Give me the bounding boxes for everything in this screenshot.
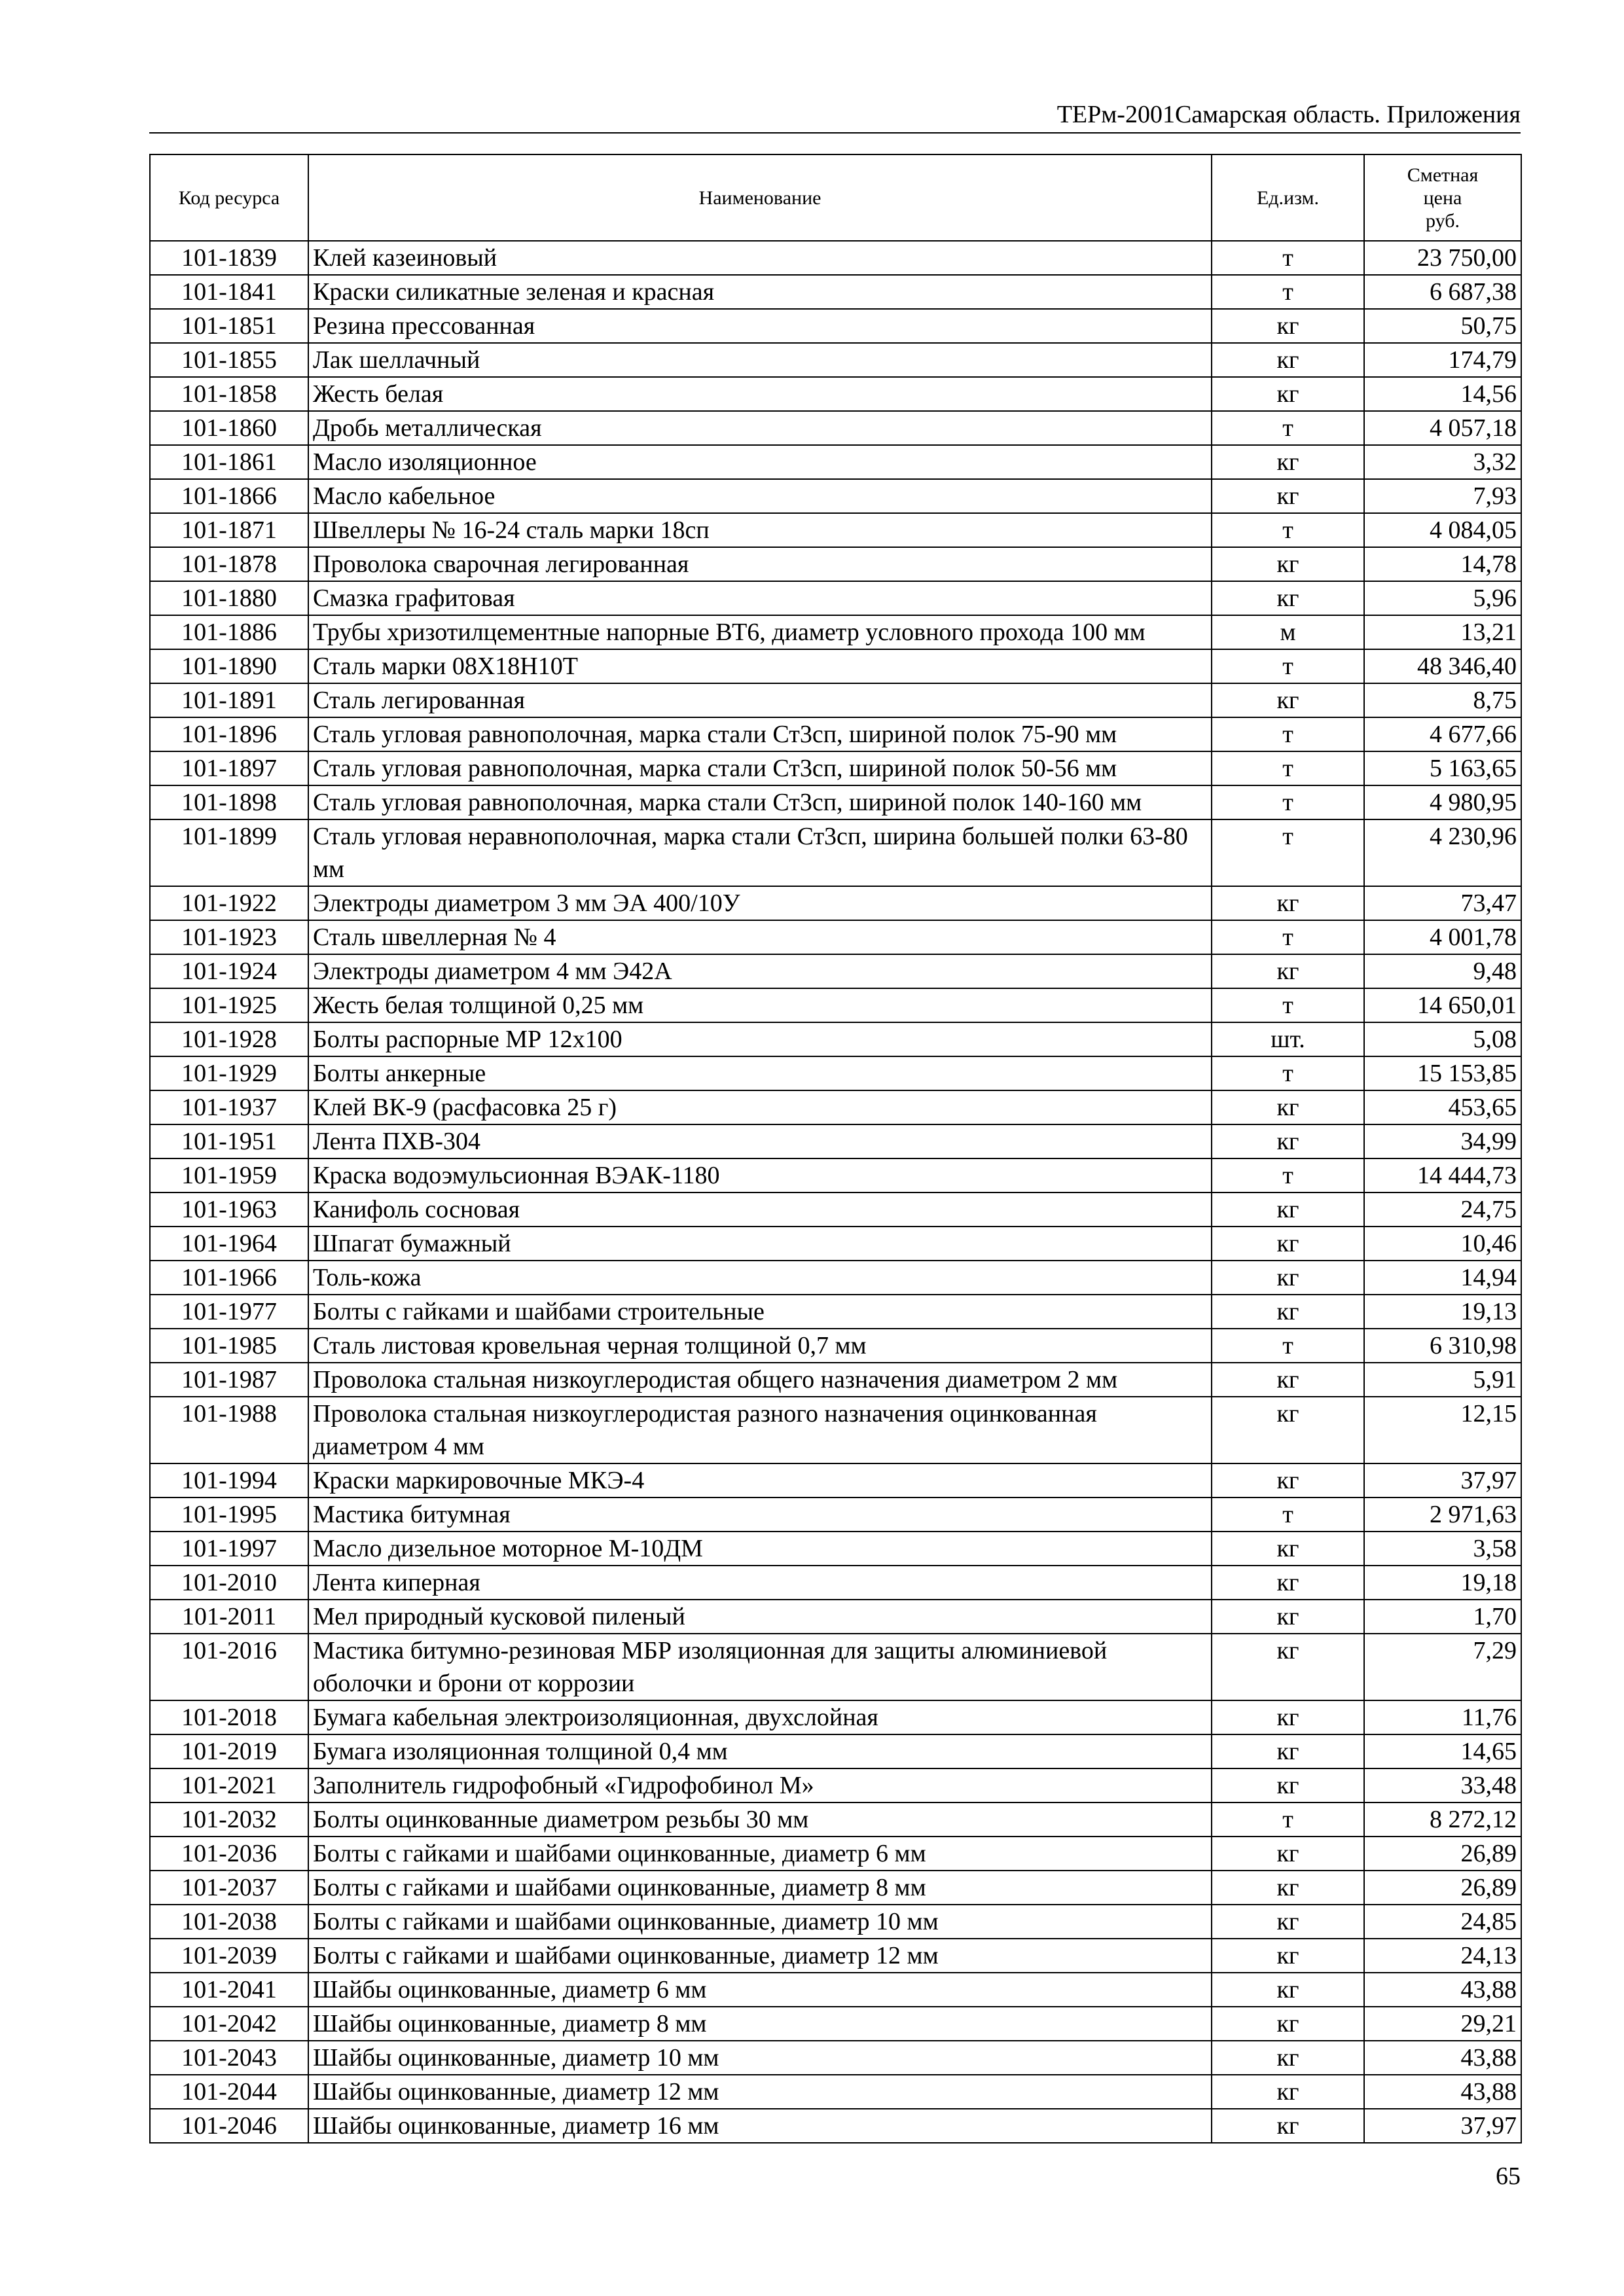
resource-name-cell: Электроды диаметром 4 мм Э42А xyxy=(308,954,1212,988)
resource-code-cell: 101-1985 xyxy=(150,1329,308,1363)
price-cell: 5,91 xyxy=(1364,1363,1521,1397)
resource-name-cell: Краски силикатные зеленая и красная xyxy=(308,275,1212,309)
unit-cell: т xyxy=(1212,1329,1364,1363)
resource-name-cell: Лак шеллачный xyxy=(308,343,1212,377)
price-cell: 5 163,65 xyxy=(1364,751,1521,785)
resource-code-cell: 101-2036 xyxy=(150,1837,308,1871)
resource-code-cell: 101-1951 xyxy=(150,1124,308,1158)
resource-code-cell: 101-2043 xyxy=(150,2041,308,2075)
resource-name-cell: Сталь листовая кровельная черная толщиной 0,7 мм xyxy=(308,1329,1212,1363)
unit-cell: т xyxy=(1212,1498,1364,1532)
resource-code-cell: 101-2038 xyxy=(150,1905,308,1939)
resource-name-cell: Трубы хризотилцементные напорные ВТ6, диаметр условного прохода 100 мм xyxy=(308,615,1212,649)
resource-name-cell: Болты с гайками и шайбами строительные xyxy=(308,1295,1212,1329)
resource-name-cell: Сталь легированная xyxy=(308,683,1212,717)
price-cell: 26,89 xyxy=(1364,1871,1521,1905)
price-cell: 14,78 xyxy=(1364,547,1521,581)
resource-code-cell: 101-1860 xyxy=(150,411,308,445)
column-header-unit: Ед.изм. xyxy=(1212,154,1364,241)
resource-code-cell: 101-1878 xyxy=(150,547,308,581)
price-cell: 14,56 xyxy=(1364,377,1521,411)
resource-name-cell: Лента киперная xyxy=(308,1566,1212,1600)
price-cell: 1,70 xyxy=(1364,1600,1521,1634)
table-row xyxy=(150,2041,1521,2075)
column-header-price-line: Сметная xyxy=(1407,164,1479,186)
price-cell: 3,58 xyxy=(1364,1532,1521,1566)
price-cell: 14,65 xyxy=(1364,1734,1521,1768)
table-row xyxy=(150,751,1521,785)
resource-name-cell: Болты с гайками и шайбами оцинкованные, диаметр 6 мм xyxy=(308,1837,1212,1871)
resource-name-cell: Проволока сварочная легированная xyxy=(308,547,1212,581)
resource-code-cell: 101-1896 xyxy=(150,717,308,751)
column-header-name: Наименование xyxy=(308,154,1212,241)
table-row xyxy=(150,1124,1521,1158)
price-table xyxy=(149,154,1522,2144)
price-cell: 174,79 xyxy=(1364,343,1521,377)
unit-cell: т xyxy=(1212,1803,1364,1837)
resource-name-cell: Канифоль сосновая xyxy=(308,1193,1212,1227)
resource-name-cell: Сталь марки 08Х18Н10Т xyxy=(308,649,1212,683)
resource-name-cell: Шпагат бумажный xyxy=(308,1227,1212,1261)
table-row xyxy=(150,988,1521,1022)
resource-code-cell: 101-1988 xyxy=(150,1397,308,1463)
resource-code-cell: 101-1880 xyxy=(150,581,308,615)
price-cell: 6 687,38 xyxy=(1364,275,1521,309)
resource-name-cell: Мел природный кусковой пиленый xyxy=(308,1600,1212,1634)
price-cell: 5,08 xyxy=(1364,1022,1521,1056)
resource-name-cell: Резина прессованная xyxy=(308,309,1212,343)
resource-code-cell: 101-1994 xyxy=(150,1463,308,1498)
table-row xyxy=(150,445,1521,479)
column-header-code: Код ресурса xyxy=(150,154,308,241)
unit-cell: кг xyxy=(1212,1463,1364,1498)
resource-code-cell: 101-2019 xyxy=(150,1734,308,1768)
resource-name-cell: Сталь швеллерная № 4 xyxy=(308,920,1212,954)
resource-name-cell: Швеллеры № 16-24 сталь марки 18сп xyxy=(308,513,1212,547)
resource-code-cell: 101-1922 xyxy=(150,886,308,920)
table-row xyxy=(150,1634,1521,1700)
unit-cell: т xyxy=(1212,751,1364,785)
resource-name-cell: Смазка графитовая xyxy=(308,581,1212,615)
table-row xyxy=(150,649,1521,683)
price-cell: 6 310,98 xyxy=(1364,1329,1521,1363)
resource-code-cell: 101-2032 xyxy=(150,1803,308,1837)
table-row xyxy=(150,2007,1521,2041)
resource-code-cell: 101-1963 xyxy=(150,1193,308,1227)
resource-code-cell: 101-2044 xyxy=(150,2075,308,2109)
unit-cell: кг xyxy=(1212,1532,1364,1566)
table-row xyxy=(150,2075,1521,2109)
table-row xyxy=(150,309,1521,343)
resource-code-cell: 101-1959 xyxy=(150,1158,308,1193)
unit-cell: т xyxy=(1212,513,1364,547)
table-row xyxy=(150,886,1521,920)
column-header-price xyxy=(1364,154,1521,241)
resource-code-cell: 101-1928 xyxy=(150,1022,308,1056)
resource-name-cell: Сталь угловая равнополочная, марка стали Ст3сп, шириной полок 50-56 мм xyxy=(308,751,1212,785)
price-cell: 15 153,85 xyxy=(1364,1056,1521,1090)
unit-cell: т xyxy=(1212,1158,1364,1193)
unit-cell: т xyxy=(1212,275,1364,309)
resource-code-cell: 101-2039 xyxy=(150,1939,308,1973)
table-row xyxy=(150,615,1521,649)
unit-cell: кг xyxy=(1212,1939,1364,1973)
unit-cell: шт. xyxy=(1212,1022,1364,1056)
resource-code-cell: 101-1861 xyxy=(150,445,308,479)
resource-name-cell: Болты оцинкованные диаметром резьбы 30 мм xyxy=(308,1803,1212,1837)
price-cell: 48 346,40 xyxy=(1364,649,1521,683)
price-cell: 24,85 xyxy=(1364,1905,1521,1939)
table-row xyxy=(150,1295,1521,1329)
table-row xyxy=(150,377,1521,411)
price-cell: 2 971,63 xyxy=(1364,1498,1521,1532)
resource-code-cell: 101-1839 xyxy=(150,241,308,275)
resource-code-cell: 101-2016 xyxy=(150,1634,308,1700)
unit-cell: кг xyxy=(1212,1295,1364,1329)
table-row xyxy=(150,1768,1521,1803)
unit-cell: т xyxy=(1212,785,1364,819)
resource-code-cell: 101-2041 xyxy=(150,1973,308,2007)
table-row xyxy=(150,1566,1521,1600)
unit-cell: кг xyxy=(1212,1363,1364,1397)
price-cell: 8,75 xyxy=(1364,683,1521,717)
unit-cell: кг xyxy=(1212,309,1364,343)
price-cell: 11,76 xyxy=(1364,1700,1521,1734)
resource-name-cell: Дробь металлическая xyxy=(308,411,1212,445)
table-row xyxy=(150,1600,1521,1634)
unit-cell: кг xyxy=(1212,954,1364,988)
unit-cell: кг xyxy=(1212,1090,1364,1124)
table-row xyxy=(150,683,1521,717)
resource-name-cell: Масло изоляционное xyxy=(308,445,1212,479)
table-row xyxy=(150,954,1521,988)
price-cell: 19,18 xyxy=(1364,1566,1521,1600)
table-row xyxy=(150,1022,1521,1056)
resource-name-cell: Электроды диаметром 3 мм ЭА 400/10У xyxy=(308,886,1212,920)
resource-code-cell: 101-2037 xyxy=(150,1871,308,1905)
resource-name-cell: Лента ПХВ-304 xyxy=(308,1124,1212,1158)
table-row xyxy=(150,1363,1521,1397)
resource-name-cell: Шайбы оцинкованные, диаметр 12 мм xyxy=(308,2075,1212,2109)
resource-name-cell: Болты с гайками и шайбами оцинкованные, диаметр 12 мм xyxy=(308,1939,1212,1973)
unit-cell: кг xyxy=(1212,1734,1364,1768)
price-cell: 24,75 xyxy=(1364,1193,1521,1227)
table-row xyxy=(150,513,1521,547)
resource-code-cell: 101-1866 xyxy=(150,479,308,513)
table-row xyxy=(150,275,1521,309)
price-cell: 12,15 xyxy=(1364,1397,1521,1463)
resource-code-cell: 101-2010 xyxy=(150,1566,308,1600)
unit-cell: т xyxy=(1212,988,1364,1022)
price-cell: 24,13 xyxy=(1364,1939,1521,1973)
resource-name-cell: Сталь угловая неравнополочная, марка стали Ст3сп, ширина большей полки 63-80 мм xyxy=(308,819,1212,886)
resource-name-cell: Клей ВК-9 (расфасовка 25 г) xyxy=(308,1090,1212,1124)
table-row xyxy=(150,819,1521,886)
unit-cell: т xyxy=(1212,920,1364,954)
table-row xyxy=(150,1193,1521,1227)
resource-code-cell: 101-2046 xyxy=(150,2109,308,2143)
table-header-row xyxy=(150,154,1521,241)
unit-cell: кг xyxy=(1212,445,1364,479)
unit-cell: кг xyxy=(1212,1700,1364,1734)
resource-name-cell: Болты анкерные xyxy=(308,1056,1212,1090)
resource-code-cell: 101-1858 xyxy=(150,377,308,411)
price-cell: 50,75 xyxy=(1364,309,1521,343)
resource-code-cell: 101-2011 xyxy=(150,1600,308,1634)
unit-cell: кг xyxy=(1212,1768,1364,1803)
unit-cell: кг xyxy=(1212,1837,1364,1871)
price-cell: 4 230,96 xyxy=(1364,819,1521,886)
price-cell: 26,89 xyxy=(1364,1837,1521,1871)
resource-name-cell: Жесть белая толщиной 0,25 мм xyxy=(308,988,1212,1022)
price-cell: 5,96 xyxy=(1364,581,1521,615)
unit-cell: т xyxy=(1212,819,1364,886)
resource-code-cell: 101-2021 xyxy=(150,1768,308,1803)
unit-cell: кг xyxy=(1212,2075,1364,2109)
table-row xyxy=(150,1973,1521,2007)
unit-cell: кг xyxy=(1212,1261,1364,1295)
price-cell: 10,46 xyxy=(1364,1227,1521,1261)
unit-cell: кг xyxy=(1212,343,1364,377)
resource-name-cell: Проволока стальная низкоуглеродистая общего назначения диаметром 2 мм xyxy=(308,1363,1212,1397)
resource-name-cell: Сталь угловая равнополочная, марка стали Ст3сп, шириной полок 140-160 мм xyxy=(308,785,1212,819)
unit-cell: т xyxy=(1212,411,1364,445)
resource-name-cell: Мастика битумно-резиновая МБР изоляционная для защиты алюминиевой оболочки и брони от коррозии xyxy=(308,1634,1212,1700)
resource-name-cell: Шайбы оцинкованные, диаметр 8 мм xyxy=(308,2007,1212,2041)
price-cell: 14,94 xyxy=(1364,1261,1521,1295)
table-row xyxy=(150,717,1521,751)
table-row xyxy=(150,1905,1521,1939)
price-cell: 33,48 xyxy=(1364,1768,1521,1803)
resource-name-cell: Жесть белая xyxy=(308,377,1212,411)
page-number: 65 xyxy=(1496,2162,1521,2190)
resource-code-cell: 101-1997 xyxy=(150,1532,308,1566)
unit-cell: кг xyxy=(1212,479,1364,513)
resource-name-cell: Проволока стальная низкоуглеродистая разного назначения оцинкованная диаметром 4 мм xyxy=(308,1397,1212,1463)
unit-cell: кг xyxy=(1212,2109,1364,2143)
resource-code-cell: 101-1897 xyxy=(150,751,308,785)
unit-cell: кг xyxy=(1212,1227,1364,1261)
table-row xyxy=(150,2109,1521,2143)
unit-cell: кг xyxy=(1212,547,1364,581)
price-cell: 43,88 xyxy=(1364,1973,1521,2007)
table-row xyxy=(150,1261,1521,1295)
table-row xyxy=(150,343,1521,377)
table-row xyxy=(150,1803,1521,1837)
resource-code-cell: 101-2018 xyxy=(150,1700,308,1734)
table-row xyxy=(150,479,1521,513)
resource-code-cell: 101-1855 xyxy=(150,343,308,377)
resource-code-cell: 101-1871 xyxy=(150,513,308,547)
resource-name-cell: Шайбы оцинкованные, диаметр 6 мм xyxy=(308,1973,1212,2007)
unit-cell: кг xyxy=(1212,1566,1364,1600)
resource-code-cell: 101-1929 xyxy=(150,1056,308,1090)
unit-cell: кг xyxy=(1212,2007,1364,2041)
table-row xyxy=(150,1498,1521,1532)
table-row xyxy=(150,1463,1521,1498)
price-cell: 9,48 xyxy=(1364,954,1521,988)
resource-code-cell: 101-1890 xyxy=(150,649,308,683)
resource-code-cell: 101-1966 xyxy=(150,1261,308,1295)
unit-cell: кг xyxy=(1212,1193,1364,1227)
resource-name-cell: Шайбы оцинкованные, диаметр 10 мм xyxy=(308,2041,1212,2075)
price-cell: 23 750,00 xyxy=(1364,241,1521,275)
column-header-price-line: руб. xyxy=(1426,209,1460,232)
unit-cell: кг xyxy=(1212,581,1364,615)
resource-name-cell: Бумага изоляционная толщиной 0,4 мм xyxy=(308,1734,1212,1768)
unit-cell: кг xyxy=(1212,683,1364,717)
unit-cell: кг xyxy=(1212,1973,1364,2007)
price-cell: 37,97 xyxy=(1364,1463,1521,1498)
unit-cell: т xyxy=(1212,717,1364,751)
table-row xyxy=(150,1090,1521,1124)
price-cell: 14 444,73 xyxy=(1364,1158,1521,1193)
table-row xyxy=(150,920,1521,954)
table-row xyxy=(150,1532,1521,1566)
table-row xyxy=(150,581,1521,615)
resource-code-cell: 101-1987 xyxy=(150,1363,308,1397)
resource-code-cell: 101-1924 xyxy=(150,954,308,988)
unit-cell: т xyxy=(1212,241,1364,275)
table-row xyxy=(150,241,1521,275)
unit-cell: кг xyxy=(1212,1871,1364,1905)
resource-code-cell: 101-1925 xyxy=(150,988,308,1022)
price-cell: 29,21 xyxy=(1364,2007,1521,2041)
price-cell: 37,97 xyxy=(1364,2109,1521,2143)
resource-name-cell: Мастика битумная xyxy=(308,1498,1212,1532)
price-cell: 4 980,95 xyxy=(1364,785,1521,819)
table-row xyxy=(150,1837,1521,1871)
table-row xyxy=(150,1734,1521,1768)
resource-code-cell: 101-1995 xyxy=(150,1498,308,1532)
resource-code-cell: 101-1898 xyxy=(150,785,308,819)
resource-name-cell: Толь-кожа xyxy=(308,1261,1212,1295)
resource-name-cell: Шайбы оцинкованные, диаметр 16 мм xyxy=(308,2109,1212,2143)
price-cell: 43,88 xyxy=(1364,2075,1521,2109)
unit-cell: т xyxy=(1212,649,1364,683)
unit-cell: кг xyxy=(1212,1905,1364,1939)
resource-name-cell: Краски маркировочные МКЭ-4 xyxy=(308,1463,1212,1498)
resource-name-cell: Масло кабельное xyxy=(308,479,1212,513)
price-cell: 7,93 xyxy=(1364,479,1521,513)
unit-cell: кг xyxy=(1212,1634,1364,1700)
resource-name-cell: Болты с гайками и шайбами оцинкованные, диаметр 10 мм xyxy=(308,1905,1212,1939)
resource-code-cell: 101-1886 xyxy=(150,615,308,649)
resource-name-cell: Клей казеиновый xyxy=(308,241,1212,275)
table-row xyxy=(150,785,1521,819)
price-cell: 43,88 xyxy=(1364,2041,1521,2075)
header-divider xyxy=(149,132,1521,134)
column-header-price-line: цена xyxy=(1423,187,1462,209)
price-cell: 3,32 xyxy=(1364,445,1521,479)
resource-name-cell: Бумага кабельная электроизоляционная, двухслойная xyxy=(308,1700,1212,1734)
resource-code-cell: 101-1899 xyxy=(150,819,308,886)
price-cell: 7,29 xyxy=(1364,1634,1521,1700)
resource-name-cell: Краска водоэмульсионная ВЭАК-1180 xyxy=(308,1158,1212,1193)
resource-code-cell: 101-1841 xyxy=(150,275,308,309)
table-row xyxy=(150,547,1521,581)
resource-name-cell: Сталь угловая равнополочная, марка стали Ст3сп, шириной полок 75-90 мм xyxy=(308,717,1212,751)
price-cell: 8 272,12 xyxy=(1364,1803,1521,1837)
unit-cell: кг xyxy=(1212,2041,1364,2075)
unit-cell: т xyxy=(1212,1056,1364,1090)
resource-code-cell: 101-1964 xyxy=(150,1227,308,1261)
unit-cell: кг xyxy=(1212,1397,1364,1463)
page-header-title: ТЕРм-2001Самарская область. Приложения xyxy=(1056,101,1521,128)
unit-cell: кг xyxy=(1212,1124,1364,1158)
price-cell: 19,13 xyxy=(1364,1295,1521,1329)
price-cell: 14 650,01 xyxy=(1364,988,1521,1022)
table-row xyxy=(150,1939,1521,1973)
resource-code-cell: 101-1937 xyxy=(150,1090,308,1124)
price-cell: 4 084,05 xyxy=(1364,513,1521,547)
table-row xyxy=(150,1227,1521,1261)
price-cell: 73,47 xyxy=(1364,886,1521,920)
resource-code-cell: 101-1851 xyxy=(150,309,308,343)
unit-cell: кг xyxy=(1212,377,1364,411)
resource-code-cell: 101-1891 xyxy=(150,683,308,717)
price-cell: 4 001,78 xyxy=(1364,920,1521,954)
resource-code-cell: 101-1923 xyxy=(150,920,308,954)
resource-code-cell: 101-1977 xyxy=(150,1295,308,1329)
table-row xyxy=(150,1700,1521,1734)
price-cell: 4 677,66 xyxy=(1364,717,1521,751)
resource-name-cell: Болты с гайками и шайбами оцинкованные, диаметр 8 мм xyxy=(308,1871,1212,1905)
table-row xyxy=(150,1871,1521,1905)
table-row xyxy=(150,411,1521,445)
resource-name-cell: Заполнитель гидрофобный «Гидрофобинол М» xyxy=(308,1768,1212,1803)
table-row xyxy=(150,1158,1521,1193)
price-cell: 34,99 xyxy=(1364,1124,1521,1158)
price-cell: 4 057,18 xyxy=(1364,411,1521,445)
unit-cell: м xyxy=(1212,615,1364,649)
resource-code-cell: 101-2042 xyxy=(150,2007,308,2041)
price-cell: 453,65 xyxy=(1364,1090,1521,1124)
table-body xyxy=(150,241,1521,2143)
resource-name-cell: Болты распорные МР 12х100 xyxy=(308,1022,1212,1056)
table-row xyxy=(150,1329,1521,1363)
unit-cell: кг xyxy=(1212,886,1364,920)
price-cell: 13,21 xyxy=(1364,615,1521,649)
unit-cell: кг xyxy=(1212,1600,1364,1634)
table-row xyxy=(150,1397,1521,1463)
table-row xyxy=(150,1056,1521,1090)
resource-name-cell: Масло дизельное моторное М-10ДМ xyxy=(308,1532,1212,1566)
